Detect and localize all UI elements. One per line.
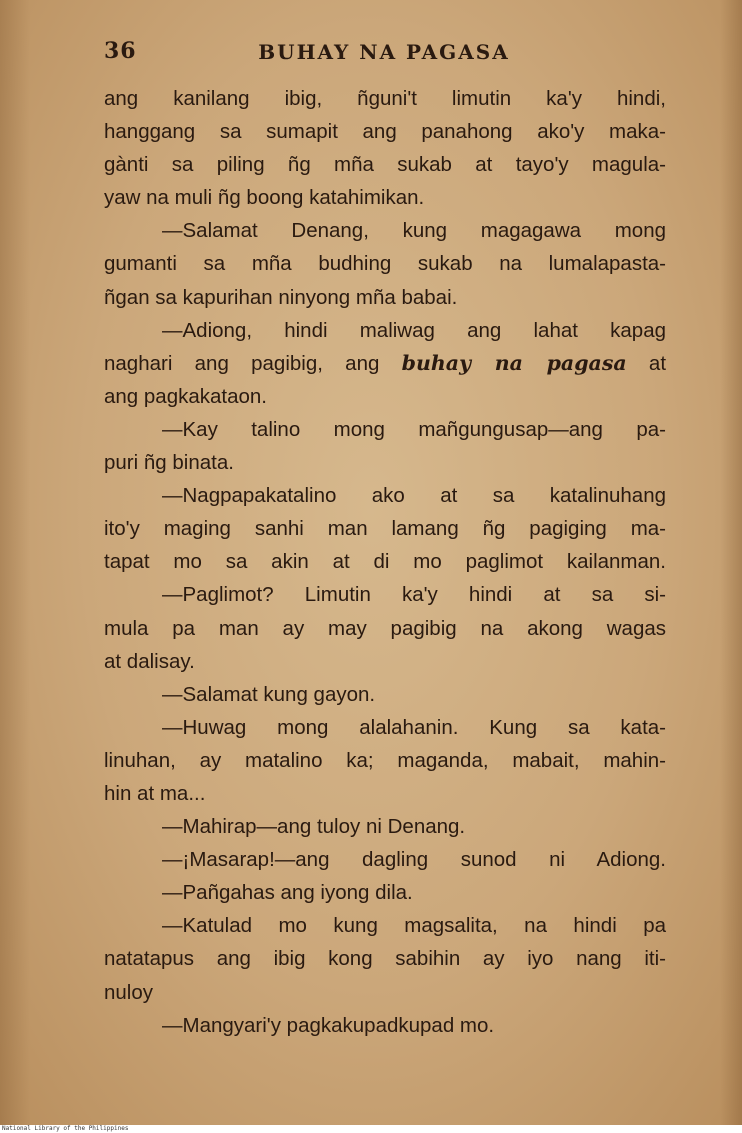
page-shadow-left [0,0,30,1125]
text-line [104,347,666,380]
text-line: puri ñg binata. [104,451,234,475]
text-line: at dalisay. [104,649,195,673]
text-line: yaw na muli ñg boong katahimikan. [104,186,425,210]
text-line: nuloy [104,980,154,1004]
footer-credit: National Library of the Philippines [0,1125,742,1133]
text-line: ito'y maging sanhi man lamang ñg pagiging ma- [104,517,666,541]
text-line: —¡Masarap!—ang dagling sunod ni Adiong. [162,848,666,872]
text-line: ang pagkakataon. [104,384,267,408]
book-title: BUHAY NA PAGASA [258,40,510,64]
text-line: hin at ma... [104,781,206,805]
text-line: —Nagpapakatalino ako at sa katalinuhang [162,484,666,508]
text-line: gànti sa piling ñg mña sukab at tayo'y magula- [104,153,666,177]
text-line: linuhan, ay matalino ka; maganda, mabait, mahin- [104,748,666,772]
text-line: —Katulad mo kung magsalita, na hindi pa [162,914,666,938]
text-segment: naghari ang pagibig, ang [104,351,402,375]
text-line: —Paglimot? Limutin ka'y hindi at sa si- [162,583,666,607]
text-line: gumanti sa mña budhing sukab na lumalapasta- [104,252,666,276]
text-line: hanggang sa sumapit ang panahong ako'y maka- [104,120,666,144]
text-line: —Salamat Denang, kung magagawa mong [162,219,666,243]
text-line: tapat mo sa akin at di mo paglimot kailanman. [104,550,666,574]
text-line: —Kay talino mong mañgungusap—ang pa- [162,417,666,441]
text-line: —Huwag mong alalahanin. Kung sa kata- [162,715,666,739]
text-line: —Adiong, hindi maliwag ang lahat kapag [162,318,666,342]
text-line: —Mangyari'y pagkakupadkupad mo. [162,1013,495,1037]
text-line: natatapus ang ibig kong sabihin ay iyo nang iti- [104,947,666,971]
body-text [104,82,666,1042]
text-line: ñgan sa kapurihan ninyong mña babai. [104,285,458,309]
text-segment: at [626,351,667,375]
text-line: —Salamat kung gayon. [162,682,376,706]
text-line: —Pañgahas ang iyong dila. [162,881,413,905]
running-head [104,38,664,74]
page-shadow-right [720,0,742,1125]
text-line: ang kanilang ibig, ñguni't limutin ka'y hindi, [104,87,666,110]
text-line: —Mahirap—ang tuloy ni Denang. [162,815,466,839]
page-number: 36 [104,38,137,64]
text-line: mula pa man ay may pagibig na akong wagas [104,616,666,640]
italic-phrase: buhay na pagasa [401,350,627,375]
